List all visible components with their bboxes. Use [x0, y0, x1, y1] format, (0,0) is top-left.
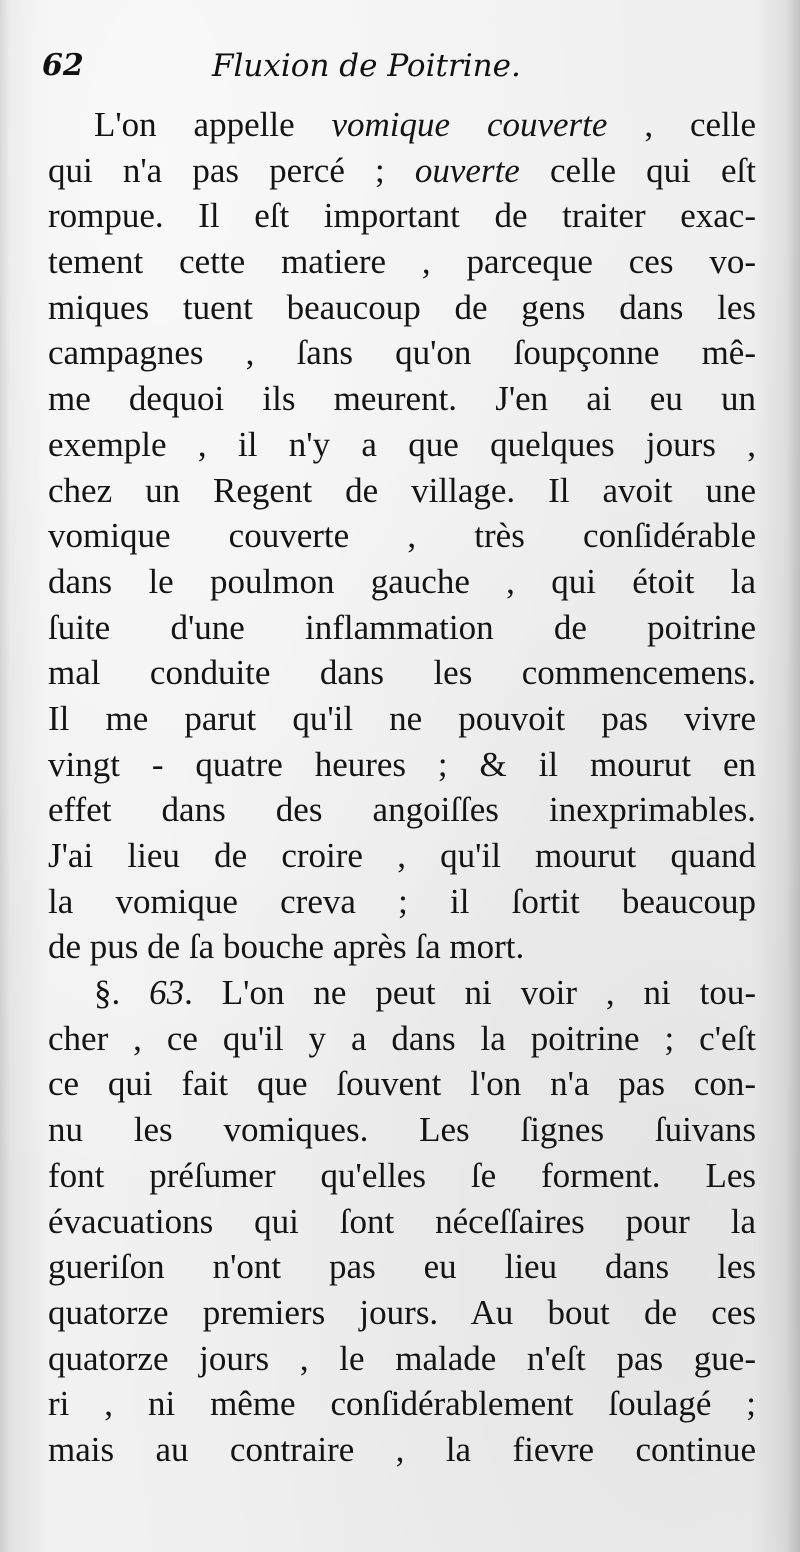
text-line: tement cette matiere , parceque ces vo-	[48, 242, 756, 282]
text-line: effet dans des angoiſſes inexprimables.	[48, 790, 756, 830]
running-head	[42, 48, 762, 98]
text-line: ce qui fait que ſouvent l'on n'a pas con-	[48, 1064, 756, 1104]
running-title: Fluxion de Poitrine.	[212, 48, 521, 84]
text-line: mais au contraire , la fievre continue	[48, 1429, 756, 1469]
text-line: quatorze jours , le malade n'eſt pas gue-	[48, 1338, 756, 1378]
text-line: L'on appelle vomique couverte , celle	[94, 105, 756, 144]
page-gutter-shadow	[0, 0, 10, 1552]
text-line: nu les vomiques. Les ſignes ſuivans	[48, 1110, 756, 1150]
text-line: miques tuent beaucoup de gens dans les	[48, 287, 756, 327]
text-line: vomique couverte , très conſidérable	[48, 516, 756, 556]
text-line: mal conduite dans les commencemens.	[48, 653, 756, 693]
page-number: 62	[42, 48, 84, 83]
text-line: quatorze premiers jours. Au bout de ces	[48, 1292, 756, 1332]
text-line: Il me parut qu'il ne pouvoit pas vivre	[48, 698, 756, 738]
text-line: évacuations qui ſont néceſſaires pour la	[48, 1201, 756, 1241]
text-line: la vomique creva ; il ſortit beaucoup	[48, 881, 756, 921]
text-line: cher , ce qu'il y a dans la poitrine ; c'eſt	[48, 1018, 756, 1058]
text-line: font préſumer qu'elles ſe forment. Les	[48, 1155, 756, 1195]
text-line: gueriſon n'ont pas eu lieu dans les	[48, 1247, 756, 1287]
text-line: vingt - quatre heures ; & il mourut en	[48, 744, 756, 784]
text-line: §. 63. L'on ne peut ni voir , ni tou-	[94, 973, 756, 1013]
text-line: me dequoi ils meurent. J'en ai eu un	[48, 379, 756, 419]
text-line: rompue. Il eſt important de traiter exac-	[48, 196, 756, 236]
text-line: de pus de ſa bouche après ſa mort.	[48, 927, 525, 967]
text-line: dans le poulmon gauche , qui étoit la	[48, 561, 756, 601]
page-edge-shadow	[786, 0, 800, 1552]
text-line: ſuite d'une inflammation de poitrine	[48, 607, 756, 647]
text-line: ri , ni même conſidérablement ſoulagé ;	[48, 1384, 756, 1424]
text-line: exemple , il n'y a que quelques jours ,	[48, 424, 756, 464]
body-text	[48, 102, 756, 1473]
text-line: chez un Regent de village. Il avoit une	[48, 470, 756, 510]
text-line: J'ai lieu de croire , qu'il mourut quand	[48, 836, 756, 875]
text-line: campagnes , ſans qu'on ſoupçonne mê-	[48, 333, 756, 373]
text-line: qui n'a pas percé ; ouverte celle qui eſt	[48, 150, 756, 190]
